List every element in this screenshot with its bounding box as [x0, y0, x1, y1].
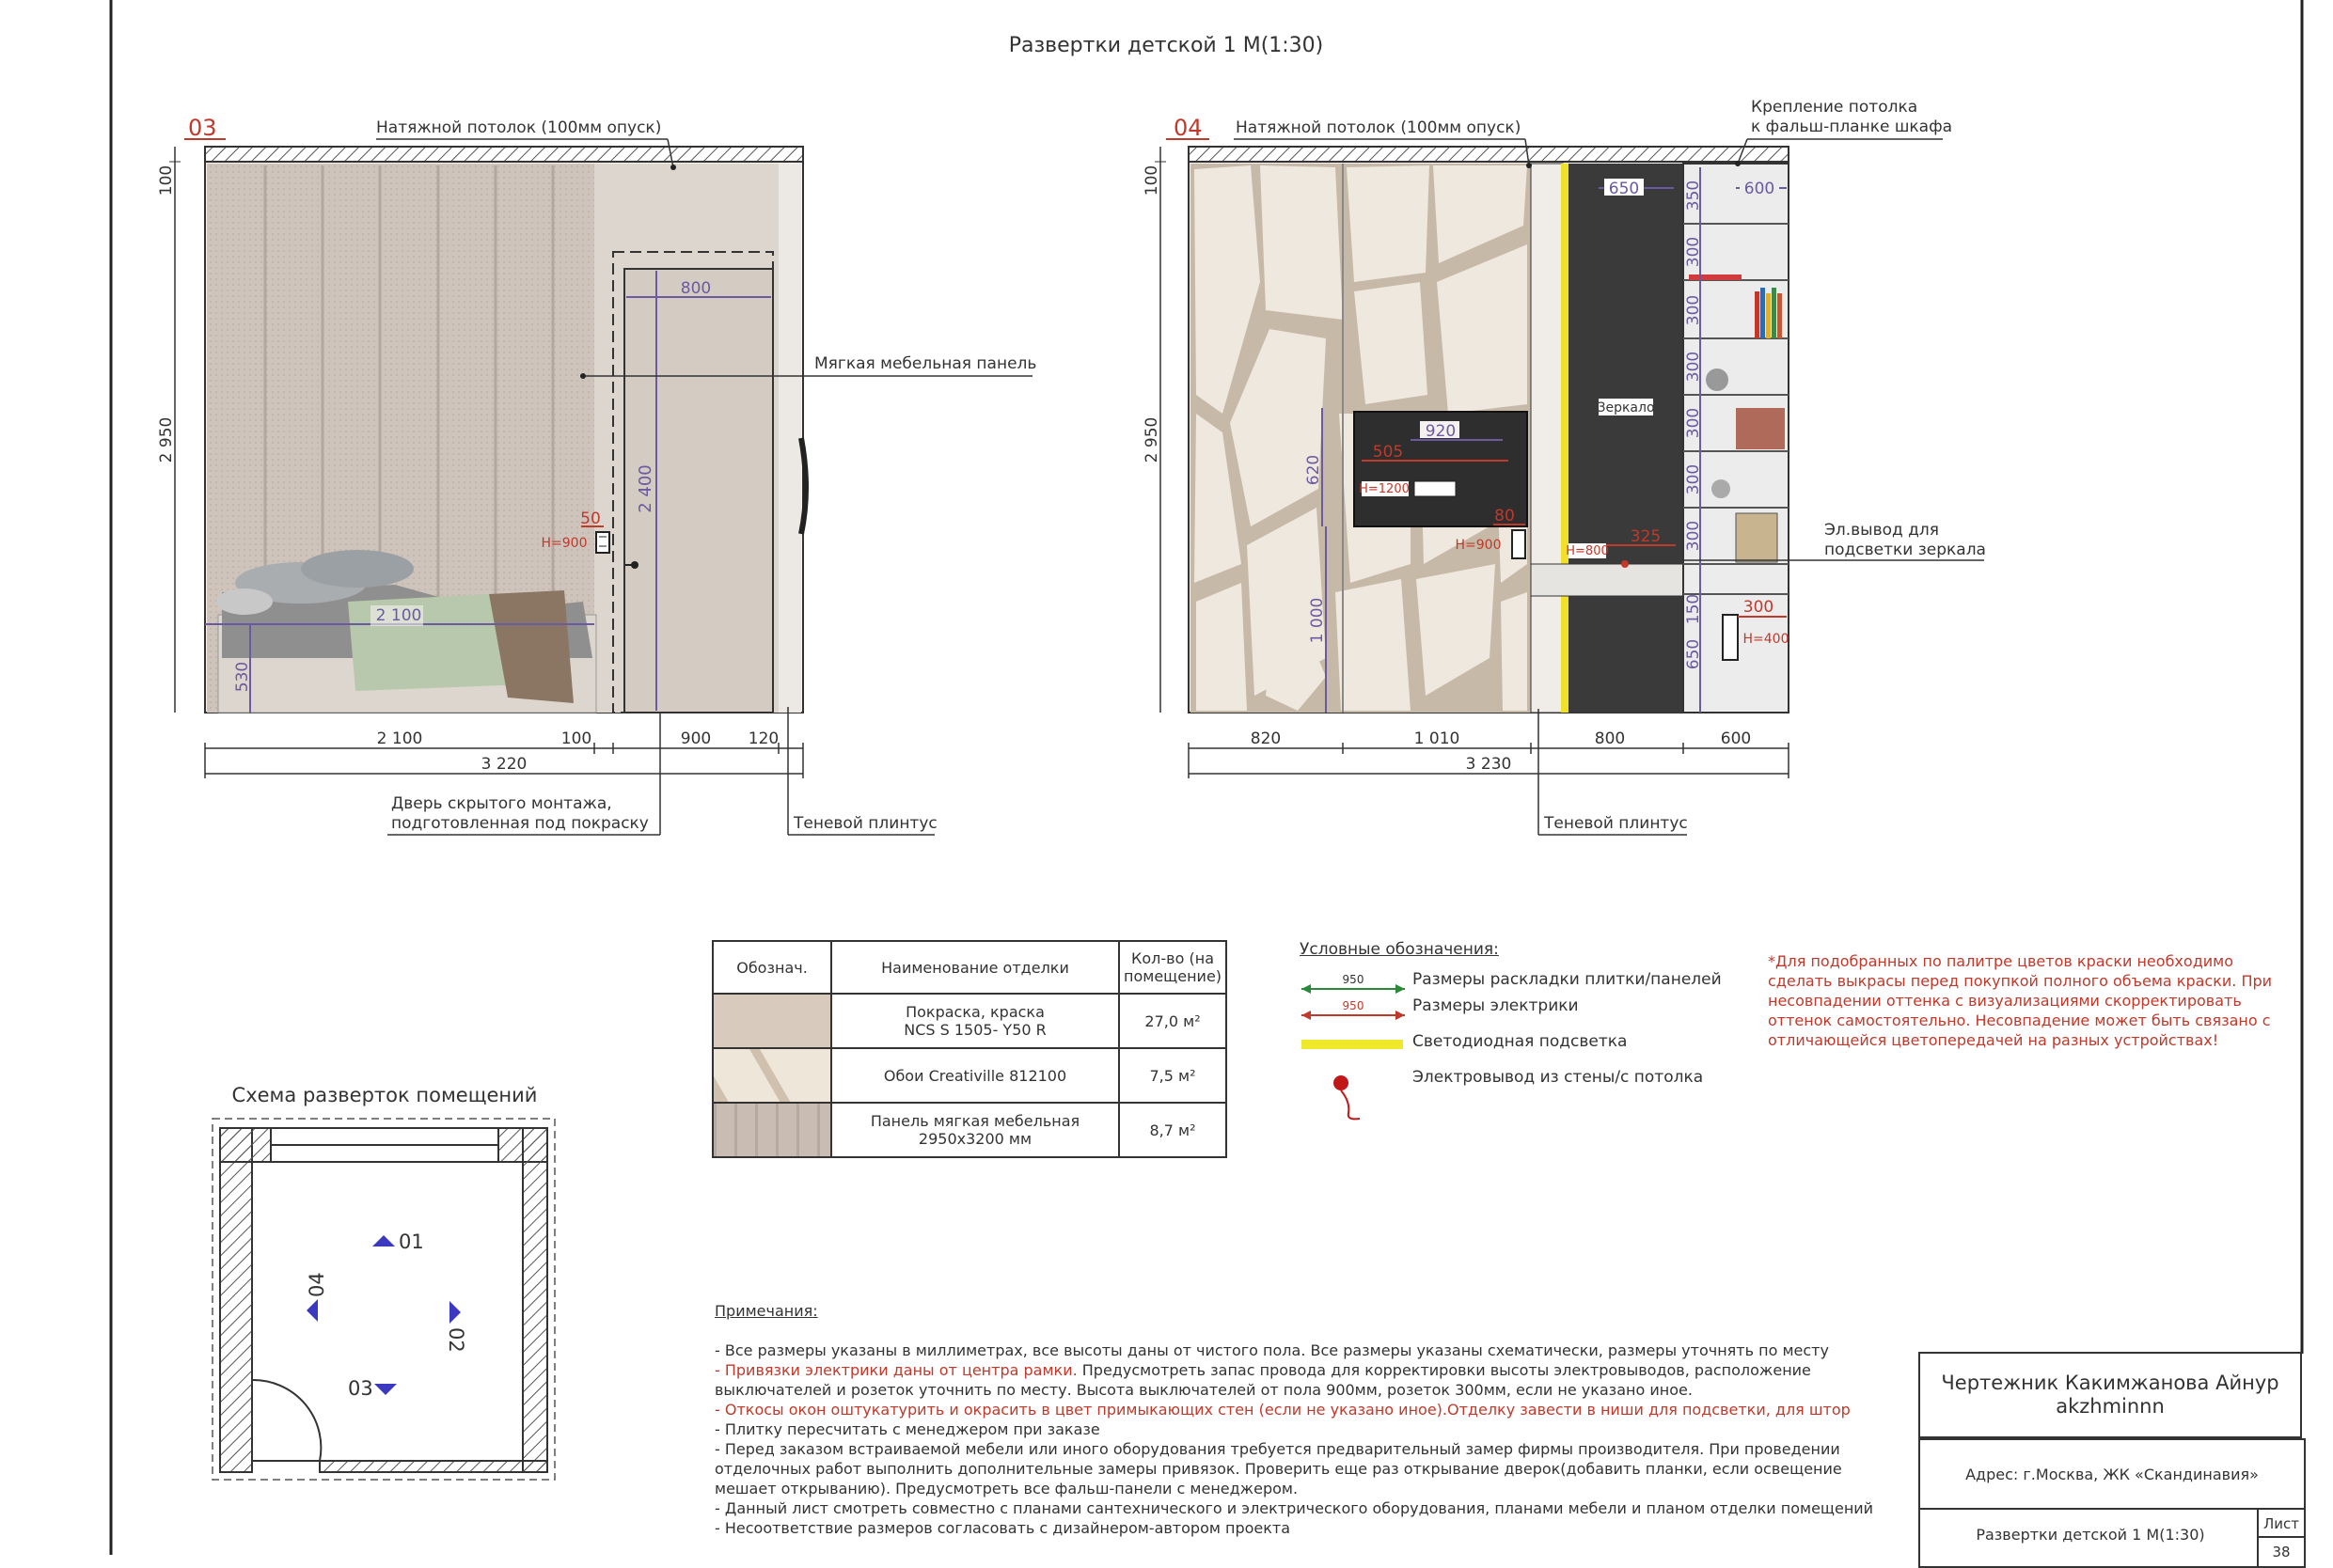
mirror-label: Зеркало [1597, 400, 1655, 416]
plinth-note-03: Теневой плинтус [794, 814, 938, 833]
finish-row-name: Покраска, краска [906, 1003, 1045, 1021]
ceiling-slab [205, 147, 803, 162]
notes-title: Примечания: [715, 1302, 818, 1320]
legend-el: Размеры электрики [1412, 996, 1579, 1015]
legend-title: Условные обозначения: [1300, 940, 1499, 959]
tv-socket-icon [1414, 481, 1456, 496]
dim-h-top: 100 [157, 165, 176, 196]
socket-icon-04 [1723, 615, 1738, 660]
finish-row-qty: 27,0 м² [1119, 994, 1226, 1048]
paint-warning: *Для подобранных по палитре цветов краски необходимо сделать выкрасы перед покупкой полного объема краски. При несовпадении оттенка с визуализациями скорректировать оттенок самостоятельно. Несовпадение может быть связано с отличающейся цветопередачей на разных устройствах! [1768, 952, 2273, 1049]
note-7: - Несоответствие размеров согласовать с дизайнером-автором проекта [715, 1519, 1291, 1537]
sheet-title: Развертки детской 1 М(1:30) [1008, 34, 1324, 57]
scheme-title: Схема разверток помещений [231, 1084, 538, 1106]
svg-text:300: 300 [1684, 294, 1703, 326]
dim-shelf-w: 600 [1743, 180, 1775, 198]
door-note-2: подготовленная под покраску [391, 814, 649, 833]
ceiling-note-04: Натяжной потолок (100мм опуск) [1236, 118, 1521, 137]
dim-switch-off-04: 80 [1494, 507, 1515, 525]
finish-h2: Наименование отделки [831, 941, 1119, 994]
dim-door-w: 800 [680, 279, 712, 298]
socket-height: H=400 [1742, 632, 1789, 647]
finish-h3: Кол-во (на помещение) [1119, 941, 1226, 994]
switch-height-04: H=900 [1455, 538, 1502, 553]
svg-text:300: 300 [1684, 463, 1703, 495]
note-2-text: Предусмотреть запас провода для корректировки высоты электровыводов, расположение выключателей и розеток уточнить по месту. Высота выключателей от пола 900мм, розеток 300мм, если не указано иное. [715, 1361, 1811, 1399]
legend-tile-value: 950 [1342, 973, 1364, 986]
dim-bed-h: 530 [233, 661, 252, 693]
finish-row [713, 1103, 1226, 1157]
scheme-plan [213, 1084, 555, 1480]
dim-door-h: 2 400 [636, 464, 655, 513]
ceiling-slab-04 [1189, 147, 1789, 162]
finish-swatch-wallpaper [713, 1048, 831, 1103]
dim-b1-04: 820 [1250, 729, 1282, 748]
dim-soc-off: 300 [1742, 598, 1774, 617]
finish-row-qty: 7,5 м² [1119, 1048, 1226, 1103]
svg-text:300: 300 [1684, 520, 1703, 552]
scheme-mark-02: 02 [445, 1327, 467, 1353]
switch-height: H=900 [541, 536, 588, 551]
dim-b3: 900 [680, 729, 712, 748]
legend-el-value: 950 [1342, 999, 1364, 1012]
dim-b4-04: 600 [1720, 729, 1752, 748]
legend-outlet: Электровывод из стены/с потолка [1412, 1068, 1704, 1087]
ceiling-note-03: Натяжной потолок (100мм опуск) [376, 118, 662, 137]
finish-swatch-panel [713, 1103, 831, 1157]
fix-note-1: Крепление потолка [1751, 98, 1918, 117]
switch-icon [596, 532, 609, 553]
mirror-out-note-1: Эл.вывод для [1824, 521, 1940, 540]
title-block-author: Чертежник Какимжанова Айнур akzhminnn [1918, 1352, 2302, 1438]
note-2-red: - Привязки электрики даны от центра рамки. [715, 1361, 1078, 1379]
scheme-mark-04: 04 [306, 1272, 328, 1297]
legend-outlet-icon [1333, 1075, 1348, 1090]
dim-bed-w: 2 100 [375, 606, 422, 625]
tv-height: H=1200 [1359, 482, 1410, 496]
dim-tv-h: 620 [1304, 454, 1323, 486]
door-note-1: Дверь скрытого монтажа, [391, 794, 612, 813]
dim-b3-04: 800 [1594, 729, 1626, 748]
title-block-sheet-name: Развертки детской 1 М(1:30) [1918, 1508, 2262, 1568]
dim-b1: 2 100 [376, 729, 423, 748]
finish-row-name: Обои Creativille 812100 [831, 1048, 1119, 1103]
dim-h-total-04: 2 950 [1143, 416, 1161, 463]
legend-led: Светодиодная подсветка [1412, 1032, 1628, 1051]
led-strip [1561, 164, 1568, 713]
dim-switch-off: 50 [580, 510, 601, 528]
svg-text:300: 300 [1684, 351, 1703, 383]
finish-table [712, 940, 1227, 1158]
svg-text:350: 350 [1684, 180, 1703, 212]
finish-row-name-2: 2950х3200 мм [918, 1130, 1033, 1148]
legend-led-swatch [1301, 1040, 1403, 1049]
dim-b2-04: 1 010 [1413, 729, 1460, 748]
legend-tile: Размеры раскладки плитки/панелей [1412, 970, 1722, 989]
dim-tv-w: 920 [1425, 422, 1457, 441]
dim-b2: 100 [560, 729, 592, 748]
dim-mir-out: 325 [1630, 527, 1662, 546]
svg-text:150: 150 [1684, 593, 1703, 625]
note-3: - Откосы окон оштукатурить и окрасить в цвет примыкающих стен (если не указано иное).Отделку завести в ниши для подсветки, для штор [715, 1401, 1851, 1419]
panel-note: Мягкая мебельная панель [814, 354, 1037, 373]
elevation-04-id: 04 [1174, 115, 1203, 141]
dim-total-04: 3 230 [1465, 755, 1512, 774]
finish-row [713, 1048, 1226, 1103]
mirror-panel [1568, 164, 1683, 713]
plinth-note-04: Теневой плинтус [1544, 814, 1688, 833]
notes [715, 1301, 1900, 1538]
scheme-mark-01: 01 [399, 1231, 424, 1253]
dim-total: 3 220 [481, 755, 528, 774]
shelf-picture [1736, 408, 1785, 449]
finish-h1: Обознач. [713, 941, 831, 994]
note-5: - Перед заказом встраиваемой мебели или иного оборудования требуется предварительный замер фирмы производителя. При проведении отделочных работ выполнить дополнительные замеры привязок. Проверить еще раз открывание дверок(добавить планки, если освещение мешает открыванию). Предусмотреть все фальш-панели с менеджером. [715, 1440, 1842, 1497]
note-6: - Данный лист смотреть совместно с планами сантехнического и электрического оборудования, планами мебели и планом отделки помещений [715, 1499, 1874, 1517]
dim-b4: 120 [748, 729, 780, 748]
finish-row-name-2: NCS S 1505- Y50 R [904, 1021, 1047, 1039]
elevation-04 [1143, 98, 1986, 835]
svg-text:300: 300 [1684, 407, 1703, 439]
finish-swatch-paint [713, 994, 831, 1048]
mirror-height: H=800 [1566, 544, 1609, 558]
finish-row-name: Панель мягкая мебельная [870, 1112, 1080, 1130]
dim-low-h: 1 000 [1308, 597, 1327, 644]
title-block-sheet-label: Лист [2257, 1508, 2306, 1540]
svg-text:650: 650 [1684, 638, 1703, 670]
elevation-03 [157, 115, 1036, 835]
note-1: - Все размеры указаны в миллиметрах, все высоты даны от чистого пола. Все размеры указаны схематически, размеры уточнять по месту [715, 1341, 1829, 1359]
dim-h-total: 2 950 [157, 416, 176, 463]
legend-symbols [1301, 973, 1405, 1119]
note-2 [715, 1360, 1900, 1400]
elevation-03-id: 03 [188, 115, 217, 141]
dim-mir-w: 650 [1608, 180, 1640, 198]
title-block-address: Адрес: г.Москва, ЖК «Скандинавия» [1918, 1438, 2306, 1512]
note-4: - Плитку пересчитать с менеджером при заказе [715, 1420, 1100, 1438]
fix-note-2: к фальш-планке шкафа [1751, 118, 1953, 136]
finish-row-qty: 8,7 м² [1119, 1103, 1226, 1157]
dim-h-top-04: 100 [1143, 165, 1161, 196]
switch-icon-04 [1512, 530, 1525, 558]
finish-row [713, 994, 1226, 1048]
dim-tv-off: 505 [1372, 443, 1404, 462]
scheme-mark-03: 03 [348, 1377, 373, 1400]
mirror-out-note-2: подсветки зеркала [1824, 541, 1986, 559]
svg-text:300: 300 [1684, 236, 1703, 268]
title-block-sheet-num: 38 [2257, 1536, 2306, 1568]
